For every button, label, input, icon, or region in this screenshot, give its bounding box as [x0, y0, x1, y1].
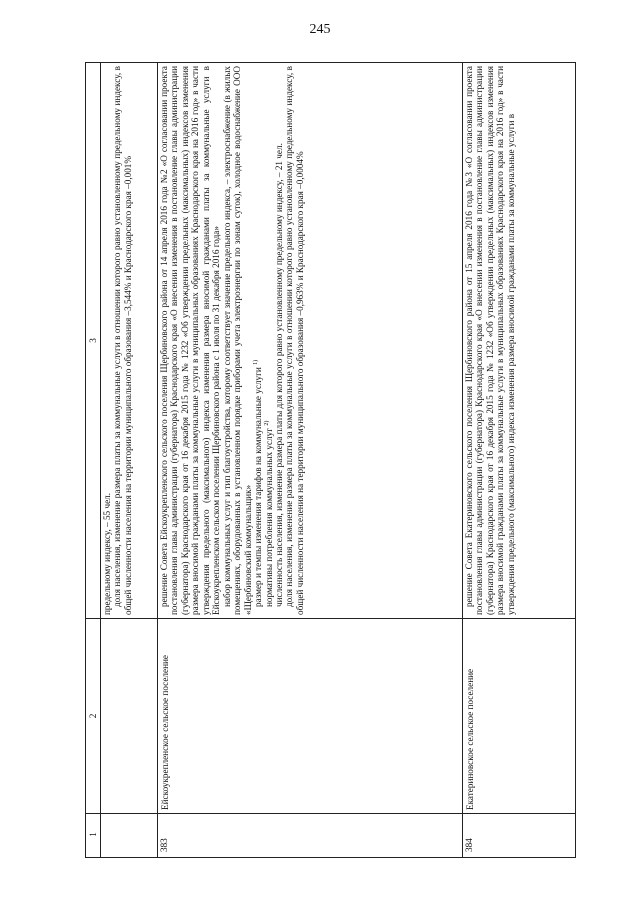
continuation-line-2: доля населения, изменение размера платы за коммунальные услуги в отношении которого равно установленному предельному индексу, в общей численности населения на территории муниципального образования –3,544% и Краснодарского края –0,001% [112, 66, 133, 615]
norms-text: нормативы потребления коммунальных услуг [263, 427, 274, 607]
utility-index-table [85, 62, 576, 858]
share-paragraph: доля населения, изменение размера платы за коммунальные услуги в отношении которого равно установленному предельному индексу, в общей численности населения на территории муниципального образования –0,963% и Краснодарского края –0,0004% [284, 66, 305, 615]
footnote-1: 1) [253, 359, 260, 365]
header-col-2: 2 [86, 619, 101, 814]
decision-paragraph: решение Совета Екатериновского сельского поселения Щербиновского района от 15 апреля 2016 года №3 «О согласовании проекта постановления главы администрации (губернатора) Краснодарского края «О внесении изменения в постановление главы администрации (губернатора) Краснодарского края от 16 декабря 2015 года № 1232 «Об утверждении предельных (максимальных) индексов изменения размера вносимой гражданами платы за коммунальные услуги в муниципальных образованиях Краснодарского края на 2016 год» в части утверждения предельного (максимального) индекса изменения размера вносимой гражданами платы за коммунальные услуги в [464, 66, 516, 615]
tariffs-text: размер и темпы изменения тарифов на коммунальные услуги [253, 367, 264, 607]
continuation-line-1: предельному индексу, – 55 чел. [102, 492, 112, 615]
services-paragraph: набор коммунальных услуг и тип благоустройства, которому соответствует значение предельного индекса, – электроснабжение (в жилых помещениях, оборудованных в установленном порядке приборами учета электроэнергии по зонам суток), холодное водоснабжение ООО «Щербиновский коммунальщик» [221, 66, 253, 615]
row-number: 384 [463, 814, 576, 858]
cell-num-empty [101, 814, 158, 858]
settlement-name: Екатериновское сельское поселение [463, 619, 576, 814]
footnote-2: 2) [263, 420, 270, 426]
row-description [463, 63, 576, 619]
header-col-3: 3 [86, 63, 101, 619]
row-description [158, 63, 463, 619]
row-number: 383 [158, 814, 463, 858]
norms-paragraph [264, 66, 274, 615]
header-col-1: 1 [86, 814, 101, 858]
tariffs-paragraph [253, 66, 263, 615]
table-header-row [86, 63, 101, 858]
page-number: 245 [309, 22, 331, 37]
table-row-continuation [101, 63, 158, 858]
settlement-name: Ейскоукрепленское сельское поселение [158, 619, 463, 814]
cell-name-empty [101, 619, 158, 814]
rotated-table-container [85, 63, 580, 858]
cell-continuation-text [101, 63, 158, 619]
table-row [463, 63, 576, 858]
decision-paragraph: решение Совета Ейскоукрепленского сельского поселения Щербиновского района от 14 апреля 2016 года №2 «О согласовании проекта постановления главы администрации (губернатора) Краснодарского края «О внесении изменения в постановление главы администрации (губернатора) Краснодарского края от 16 декабря 2015 года № 1232 «Об утверждении предельных (максимальных) индексов изменения размера вносимой гражданами платы за коммунальные услуги в муниципальных образованиях Краснодарского края на 2016 год» в части утверждения предельного (максимального) индекса изменения размера вносимой гражданами платы за коммунальные услуги в Ейскоукрепленском сельском поселении Щербиновского района с 1 июля по 31 декабря 2016 года» [159, 66, 222, 615]
population-paragraph: численность населения, изменение размера платы для которого равно установленному предельному индексу, – 21 чел. [273, 143, 284, 607]
table-row [158, 63, 463, 858]
